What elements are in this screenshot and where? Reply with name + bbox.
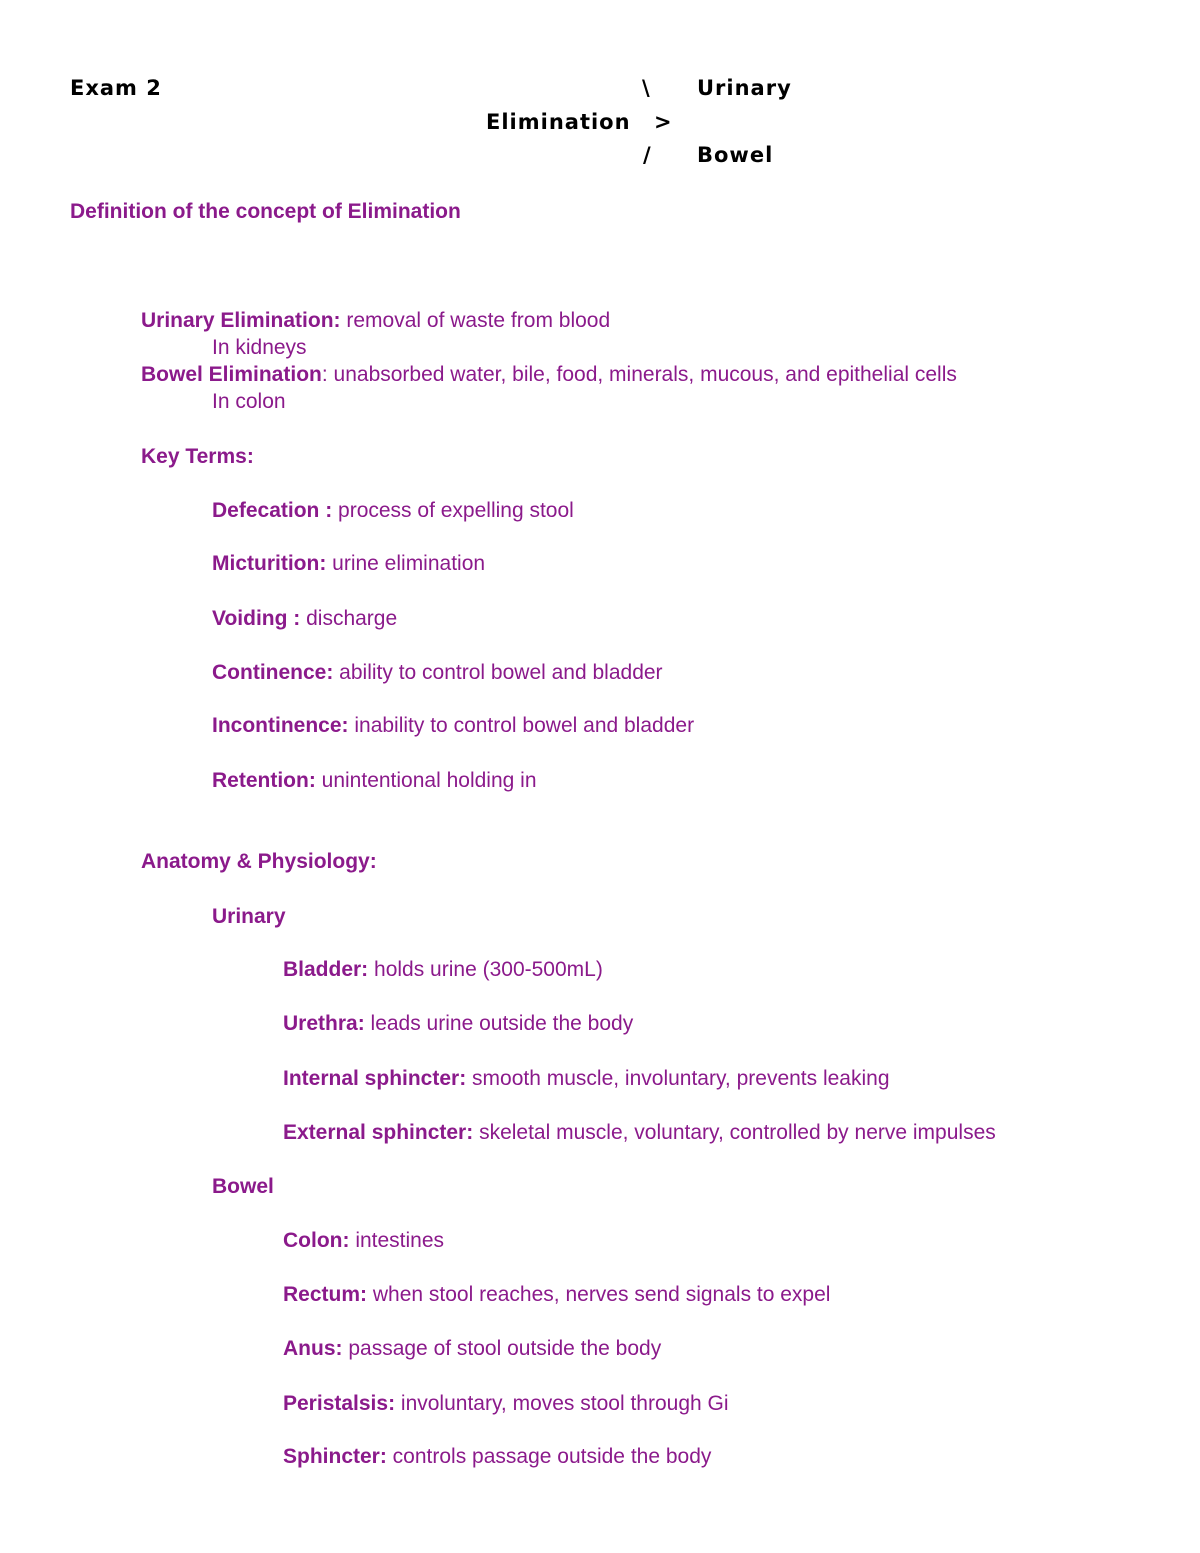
- anatomy-item: [283, 1013, 633, 1034]
- key-term-item: [212, 553, 485, 574]
- anatomy-definition: when stool reaches, nerves send signals to expel: [367, 1283, 831, 1306]
- anatomy-item: [283, 959, 603, 980]
- anatomy-item: [283, 1230, 444, 1251]
- header-urinary: Urinary: [697, 76, 792, 100]
- key-terms-title: Key Terms:: [141, 445, 254, 468]
- header-elimination: Elimination: [486, 110, 631, 134]
- exam-label: Exam 2: [70, 76, 162, 100]
- anatomy-definition: leads urine outside the body: [364, 1012, 634, 1035]
- key-term-label: Incontinence:: [212, 714, 349, 737]
- key-term-definition: process of expelling stool: [332, 499, 574, 522]
- anatomy-term: Bladder:: [283, 958, 369, 981]
- key-term-label: Retention:: [212, 769, 316, 792]
- key-term-definition: urine elimination: [326, 552, 486, 575]
- key-term-item: [212, 715, 694, 736]
- urinary-section-title: Urinary: [212, 905, 286, 928]
- bowel-elimination-row: [141, 364, 957, 385]
- anatomy-item: [283, 1284, 830, 1305]
- anatomy-definition: involuntary, moves stool through Gi: [395, 1392, 729, 1415]
- key-term-label: Micturition:: [212, 552, 327, 575]
- bowel-elimination-def: : unabsorbed water, bile, food, minerals, mucous, and epithelial cells: [321, 363, 957, 386]
- anatomy-item: [283, 1446, 711, 1467]
- header-slash: /: [643, 143, 652, 167]
- key-term-item: [212, 500, 574, 521]
- key-term-item: [212, 608, 397, 629]
- anatomy-term: Sphincter:: [283, 1445, 387, 1468]
- key-term-label: Defecation :: [212, 499, 333, 522]
- anatomy-item: [283, 1338, 661, 1359]
- anatomy-definition: holds urine (300-500mL): [368, 958, 603, 981]
- key-term-definition: inability to control bowel and bladder: [348, 714, 695, 737]
- header-greater-than: >: [654, 110, 673, 134]
- bowel-elimination-term: Bowel Elimination: [141, 363, 322, 386]
- anatomy-item: [283, 1122, 996, 1143]
- key-term-definition: ability to control bowel and bladder: [333, 661, 663, 684]
- key-term-definition: discharge: [300, 607, 398, 630]
- header-bowel: Bowel: [697, 143, 774, 167]
- anatomy-definition: intestines: [349, 1229, 445, 1252]
- key-term-definition: unintentional holding in: [315, 769, 537, 792]
- anatomy-item: [283, 1068, 890, 1089]
- anatomy-definition: controls passage outside the body: [386, 1445, 712, 1468]
- anatomy-item: [283, 1393, 729, 1414]
- anatomy-term: External sphincter:: [283, 1121, 474, 1144]
- urinary-elimination-def: removal of waste from blood: [340, 309, 611, 332]
- key-term-label: Voiding :: [212, 607, 301, 630]
- anatomy-term: Anus:: [283, 1337, 343, 1360]
- urinary-elimination-term: Urinary Elimination:: [141, 309, 341, 332]
- anatomy-definition: skeletal muscle, voluntary, controlled by nerve impulses: [473, 1121, 996, 1144]
- urinary-location: In kidneys: [212, 336, 307, 359]
- anatomy-title: Anatomy & Physiology:: [141, 850, 377, 873]
- anatomy-definition: smooth muscle, involuntary, prevents leaking: [466, 1067, 890, 1090]
- anatomy-term: Urethra:: [283, 1012, 365, 1035]
- key-term-item: [212, 770, 537, 791]
- urinary-elimination-row: [141, 310, 610, 331]
- anatomy-term: Internal sphincter:: [283, 1067, 467, 1090]
- key-term-label: Continence:: [212, 661, 334, 684]
- anatomy-definition: passage of stool outside the body: [342, 1337, 662, 1360]
- header-backslash: \: [642, 76, 651, 100]
- anatomy-term: Peristalsis:: [283, 1392, 396, 1415]
- bowel-section-title: Bowel: [212, 1175, 274, 1198]
- anatomy-term: Rectum:: [283, 1283, 368, 1306]
- key-term-item: [212, 662, 663, 683]
- definition-title: Definition of the concept of Elimination: [70, 200, 461, 223]
- anatomy-term: Colon:: [283, 1229, 350, 1252]
- bowel-location: In colon: [212, 390, 286, 413]
